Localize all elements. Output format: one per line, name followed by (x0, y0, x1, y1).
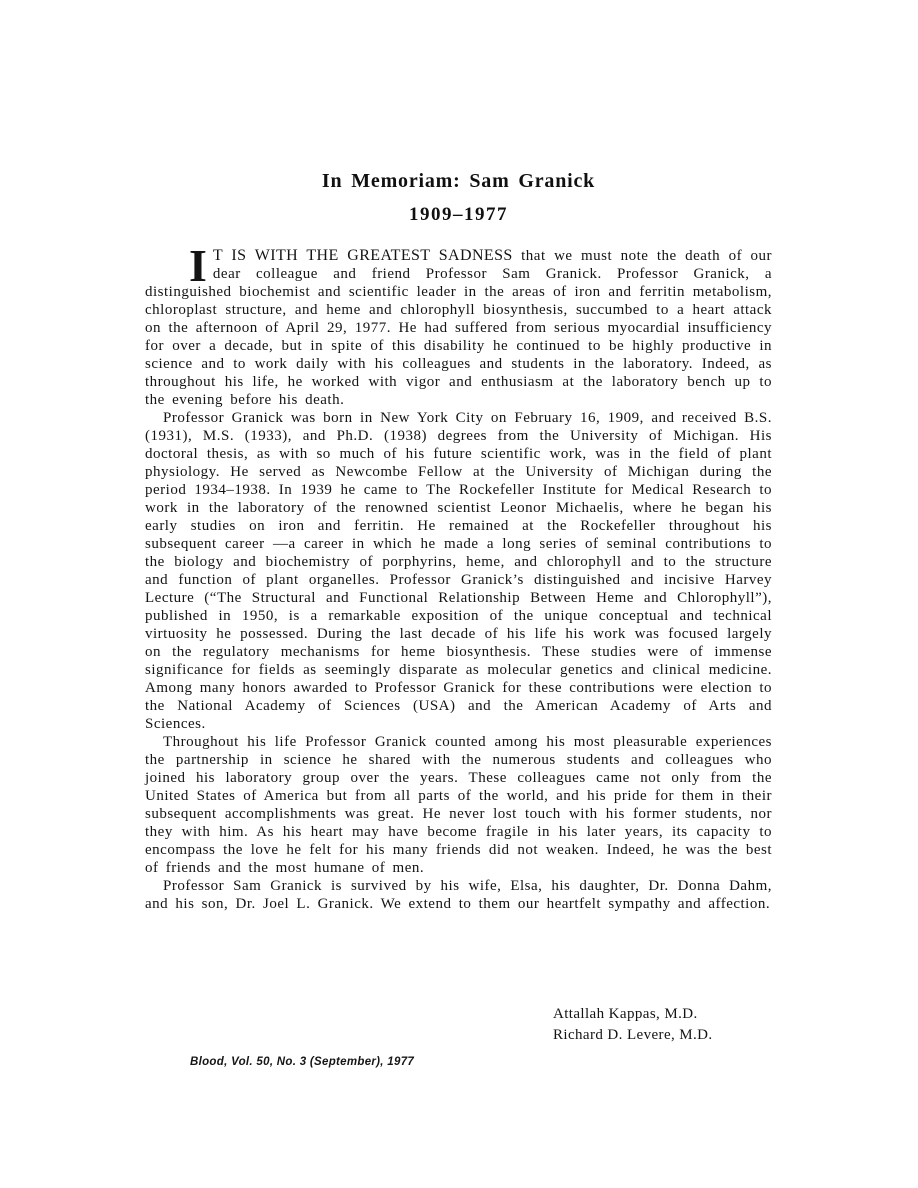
drop-cap: I (189, 240, 207, 291)
paragraph-opening (145, 240, 773, 409)
opening-caps-lead: T IS WITH THE GREATEST SADNESS (212, 247, 513, 264)
article (145, 170, 772, 913)
journal-name: Blood (190, 1056, 225, 1068)
journal-citation (190, 1056, 414, 1068)
paragraph: Throughout his life Professor Granick counted among his most pleasurable experiences the partnership in science he shared with the numerous students and colleagues who joined his laboratory group over the years. These colleagues came not only from the United States of America but from all parts of the world, and his pride for them in their subsequent accomplishments was great. He never lost touch with his former students, nor they with him. As his heart may have become fragile in his later years, its capacity to encompass the love he felt for his many friends did not weaken. Indeed, he was the best of friends and the most humane of men. (145, 734, 772, 876)
article-body (145, 240, 773, 913)
citation-text: , Vol. 50, No. 3 (September), 1977 (224, 1056, 415, 1068)
signature-line: Attallah Kappas, M.D. (553, 1006, 698, 1022)
paragraph: Professor Sam Granick is survived by his wife, Elsa, his daughter, Dr. Donna Dahm, and his son, Dr. Joel L. Granick. We extend to them our heartfelt sympathy and affection. (145, 878, 772, 912)
article-title: In Memoriam: Sam Granick (321, 170, 596, 192)
paragraph: Professor Granick was born in New York City on February 16, 1909, and received B.S. (1931), M.S. (1933), and Ph.D. (1938) degrees from the University of Michigan. His doctoral thesis, as with so much of his future scientific work, was in the field of plant physiology. He served as Newcombe Fellow at the University of Michigan during the period 1934–1938. In 1939 he came to The Rockefeller Institute for Medical Research to work in the laboratory of the renowned scientist Leonor Michaelis, where he began his early studies on iron and ferritin. He remained at the Rockefeller throughout his subsequent career —a career in which he made a long series of seminal contributions to the biology and biochemistry of porphyrins, heme, and chlorophyll and to the structure and function of plant organelles. Professor Granick’s distinguished and incisive Harvey Lecture (“The Structural and Functional Relationship Between Heme and Chlorophyll”), published in 1950, is a remarkable exposition of the unique conceptual and technical virtuosity he possessed. During the last decade of his life his work was focused largely on the regulatory mechanisms for heme biosynthesis. These studies were of immense significance for fields as seemingly disparate as molecular genetics and clinical medicine. Among many honors awarded to Professor Granick for these contributions were election to the National Academy of Sciences (USA) and the American Academy of Arts and Sciences. (145, 410, 772, 732)
signature-line: Richard D. Levere, M.D. (553, 1026, 713, 1043)
signature-block (553, 1004, 713, 1045)
opening-text: that we must note the death of our dear colleague and friend Professor Sam Granick. Professor Granick, a distinguished biochemist and scientific leader in the areas of iron and ferritin metabolism, chloroplast structure, and heme and chlorophyll biosynthesis, succumbed to a heart attack on the afternoon of April 29, 1977. He had suffered from serious myocardial insufficiency for over a decade, but in spite of this disability he continued to be highly productive in science and to work daily with his colleagues and students in the laboratory. Indeed, as throughout his life, he worked with vigor and enthusiasm at the laboratory bench up to the evening before his death. (145, 248, 773, 408)
article-years: 1909–1977 (409, 204, 508, 225)
